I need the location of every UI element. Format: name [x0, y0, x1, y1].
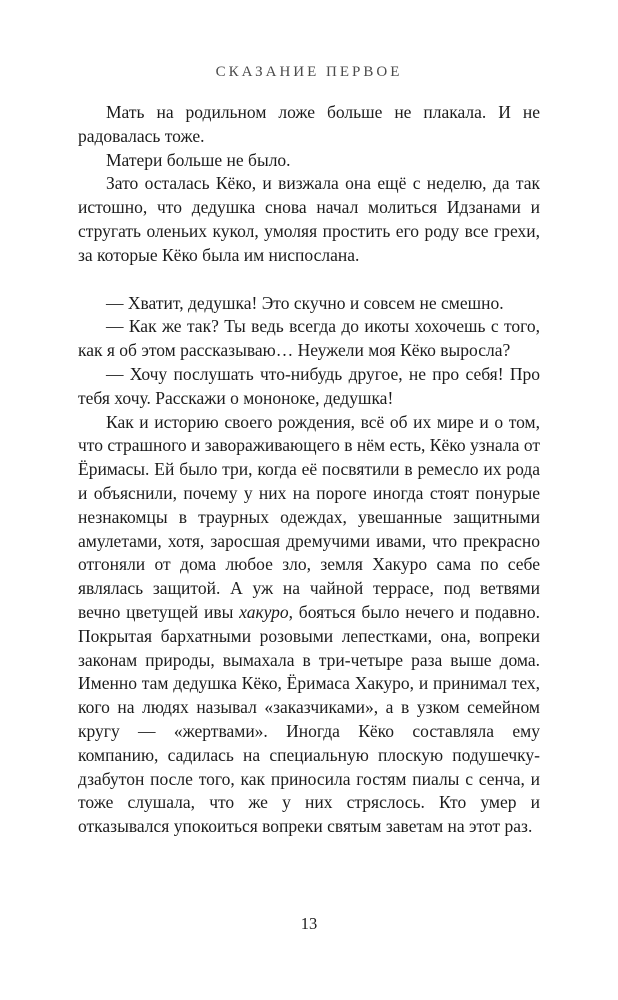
page-body: [78, 101, 540, 839]
paragraph: [78, 101, 540, 149]
paragraph: [78, 172, 540, 267]
paragraph: [78, 363, 540, 411]
text-run: — Хватит, дедушка! Это скучно и совсем не смешно.: [106, 292, 504, 313]
paragraph: [78, 315, 540, 363]
text-run: Мать на родильном ложе больше не плакала. И не радовалась тоже.: [78, 102, 540, 146]
italic-text-run: хакуро: [239, 601, 289, 622]
text-run: Матери больше не было.: [106, 149, 291, 170]
text-run: — Хочу послушать что-нибудь другое, не про себя! Про тебя хочу. Расскажи о мононоке, дедушка!: [78, 363, 540, 408]
paragraph: [78, 149, 540, 173]
text-run: , бояться было нечего и подавно. Покрытая бархатными розовыми лепестками, она, вопреки законам природы, вымахала в три-четыре раза выше дома. Именно там дедушка Кёко, Ёримаса Хакуро, и принимал тех, кого на людях называл «заказчиками», а в узком семейном кругу — «жертвами». Иногда Кёко составляла ему компанию, садилась на специальную плоскую подушечку-дзабутон после того, как приносила гостям пиалы с сенча, и тоже слушала, что же у них стряслось. Кто умер и отказывался упокоиться вопреки святым заветам на этот раз.: [78, 601, 540, 837]
text-run: Как и историю своего рождения, всё об их мире и о том, что страшного и завораживающего в нём есть, Кёко узнала от Ёримасы. Ей было три, когда её посвятили в ремесло их рода и объяснили, почему у них на пороге иногда стоят понурые незнакомцы в траурных одеждах, увешанные защитными амулетами, хотя, заросшая дремучими ивами, что прекрасно отгоняли от дома любое зло, земля Хакуро сама по себе являлась защитой. А уж на чайной террасе, под ветвями вечно цветущей ивы: [78, 411, 540, 622]
paragraph: [78, 411, 540, 839]
chapter-header: СКАЗАНИЕ ПЕРВОЕ: [215, 64, 403, 80]
text-run: Зато осталась Кёко, и визжала она ещё с неделю, да так истошно, что дедушка снова начал молиться Идзанами и стругать оленьих кукол, умоляя простить его роду все грехи, за которые Кёко была им ниспослана.: [78, 173, 540, 265]
text-run: — Как же так? Ты ведь всегда до икоты хохочешь с того, как я об этом рассказываю… Неужели моя Кёко выросла?: [78, 316, 540, 361]
page-number: 13: [300, 914, 318, 933]
paragraph: [78, 292, 540, 316]
